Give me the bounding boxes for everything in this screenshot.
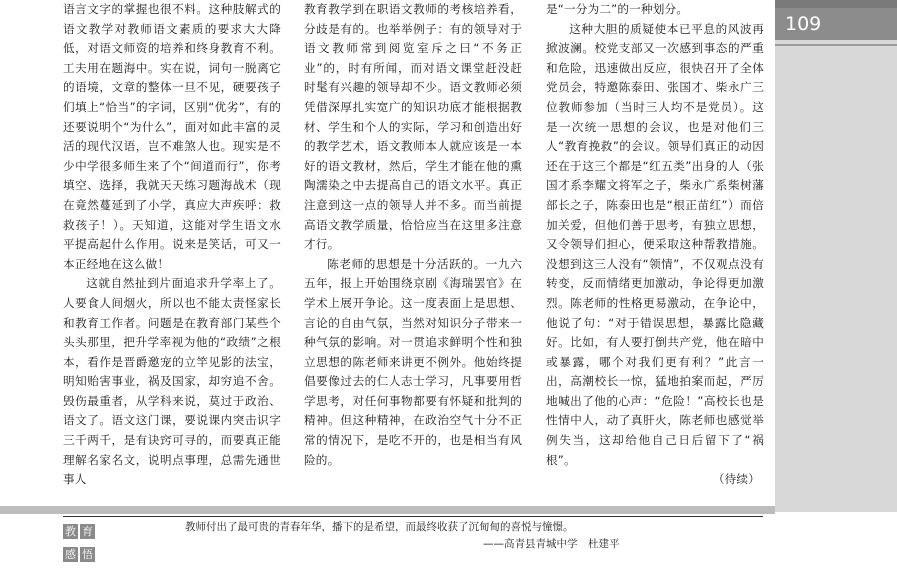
paragraph: 陈老师的思想是十分活跃的。一九六五年，报上开始围绕京剧《海瑞罢官》在学术上展开争论。这一度表面上是思想、言论的自由气氛，当然对知识分子带来一种气氛的影响。对一贯追求鲜明个性和独立思想的陈老师来讲更不例外。他始终提倡要像过去的仁人志士学习，凡事要用哲学思考，对任何事物都要有怀疑和批判的精神。但这种精神，在政治空气十分不正常的情况下，是吃不开的，也是相当有风险的。 xyxy=(304,256,522,467)
page-number: 109 xyxy=(775,8,897,40)
text-column-2 xyxy=(304,0,522,470)
side-divider xyxy=(775,44,897,46)
tag-char: 感 xyxy=(65,548,76,561)
bottom-band xyxy=(0,506,775,514)
paragraph: 是“一分为二”的一种划分。 xyxy=(546,2,689,16)
text-column-3 xyxy=(546,0,764,490)
side-band xyxy=(775,0,897,8)
paragraph: 语言文字的掌握也很不料。这种肢解式的语文教学对教师语文素质的要求大大降低，对语文师资的培养和终身教育不利。工夫用在题海中。实在说，词句一脱离它的语境，文章的整体一旦不见，硬要孩子们填上“恰当”的字词，区别“优劣”，有的还要说明个“为什么”，面对如此丰富的灵活的现代汉语，岂不难煞人也。现实是不少中学很多师生来了个“间道而行”，你考填空、选择，我就天天练习题海战术（现在竟然蔓延到了小学，真应大声疾呼：救救孩子！）。天知道，这能对学生语文水平提高起什么作用。说来是笑话，可又一本正经地在这么做！ xyxy=(63,2,281,271)
footer-author: ——高青县青城中学 杜建平 xyxy=(483,538,620,550)
text-column-1 xyxy=(63,0,281,490)
tag-char: 悟 xyxy=(82,548,93,561)
tag-char: 教 xyxy=(65,525,76,538)
side-panel xyxy=(775,0,897,512)
footer-quote: 教师付出了最可贵的青春年华，播下的是希望，而最终收获了沉甸甸的喜悦与憧憬。 xyxy=(185,521,574,533)
paragraph: 这就自然扯到片面追求升学率上了。人要食人间烟火，所以也不能太责怪家长和教育工作者。问题是在教育部门某些个头头那里，把升学率视为他的“政绩”之根本，看作是晋爵邀宠的立竿见影的法宝，明知贻害事业，祸及国家，却穷追不舍。毁伤最重者，从学科来说，莫过于政治、语文了。语文这门课，要说课内突击识字三千两千，是有诀窍可寻的，而要真正能理解名家名文，说明点事理，总需先通世事人 xyxy=(63,276,281,487)
footer-divider xyxy=(63,516,763,517)
paragraph: 这种大胆的质疑使本已平息的风波再掀波澜。校党支部又一次感到事态的严重和危险，迅速做出反应，很快召开了全体党员会，特邀陈泰田、张国才、柴永广三位教师参加（当时三人均不是党员）。这是一次统一思想的会议，也是对他们三人“教育挽救”的会议。领导们真正的动因还在于这三个都是“红五类”出身的人（张国才系李耀文将军之子，柴永广系柴树藩部长之子，陈泰田也是“根正苗红”）而倍加关爱，但他们善于思考，有独立思想，又令领导们担心，便采取这种帮教措施。没想到这三人没有“领情”，不仅观点没有转变，反而情绪更加激动，争论得更加激烈。陈老师的性格更易激动，在争论中，他说了句：“对于错误思想，暴露比隐藏好。比如，有人要打倒共产党，他在暗中或暴露，哪个对我们更有利？”此言一出，高潮校长一惊，猛地拍案而起，严厉地喊出了他的心声：“危险！”高校长也是性情中人，动了真肝火，陈老师也感觉举例失当，这却给他自己日后留下了“祸根”。 xyxy=(546,21,764,467)
footer-tag xyxy=(63,520,103,566)
tag-char: 育 xyxy=(82,525,93,538)
paragraph: 教育教学到在职语文教师的考核培养看，分歧是有的。也举举例子：有的领导对于语文教师常到阅览室斥之曰“不务正业”的，时有所闻，而对语文课堂赶没赶时髦有兴趣的领导却不少。语文教师必须凭借深厚扎实宽广的知识功底才能根据教材、学生和个人的实际，学习和创造出好的教学艺术，语文教师本人就应该是一本好的语文教材，然后，学生才能在他的熏陶濡染之中去提高自己的语文水平。真正注意到这一点的领导人并不多。而当前提高语文教学质量，恰恰应当在这里多注意才行。 xyxy=(304,2,522,252)
to-be-continued: （待续） xyxy=(712,472,760,487)
